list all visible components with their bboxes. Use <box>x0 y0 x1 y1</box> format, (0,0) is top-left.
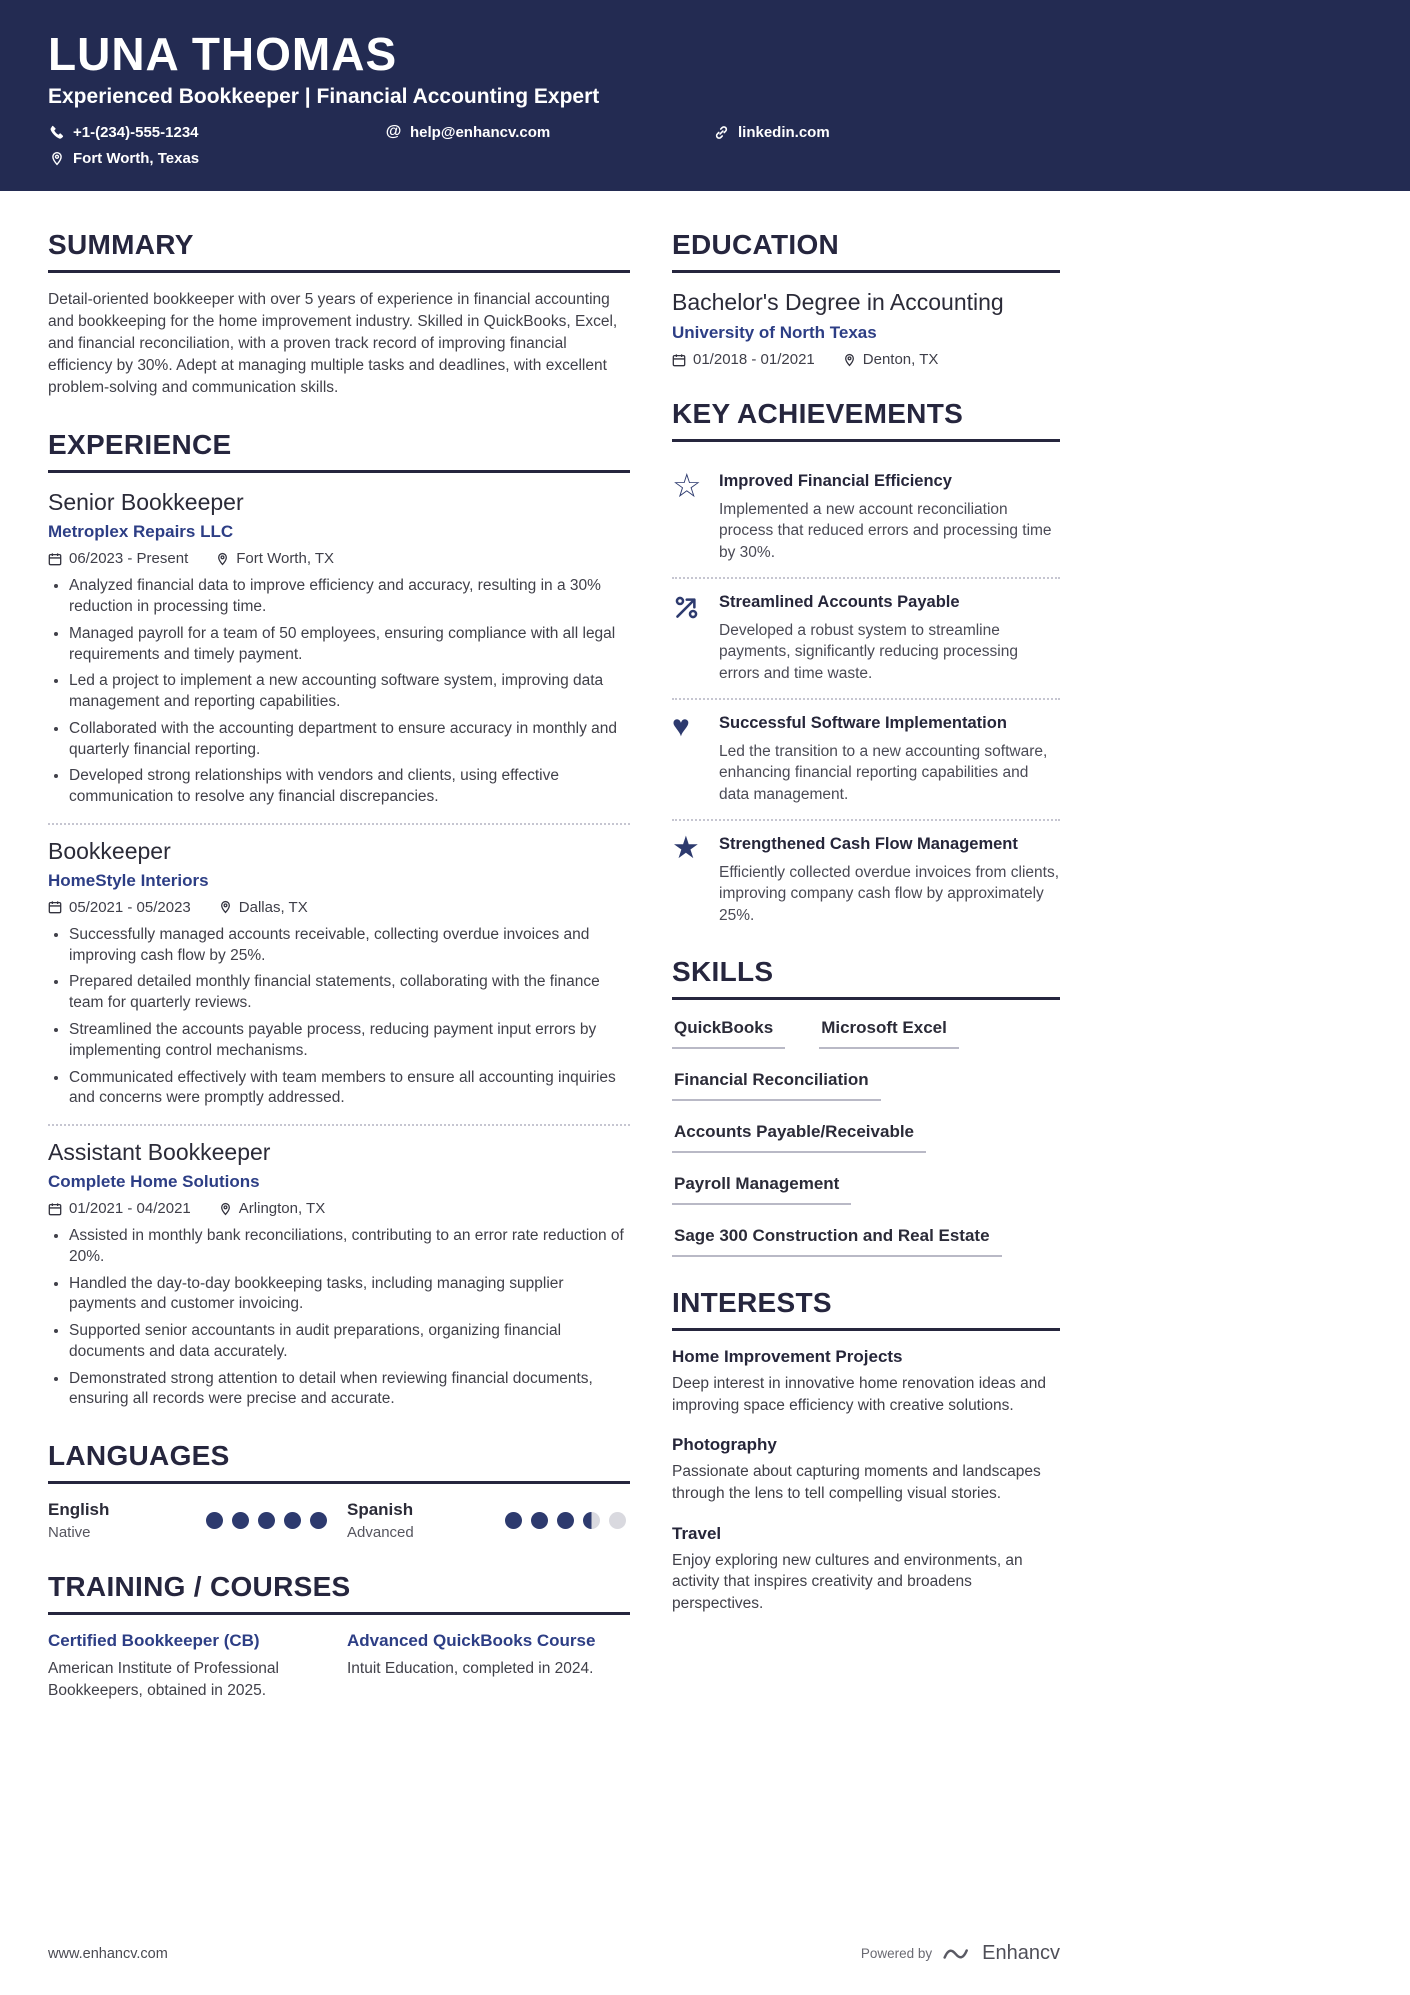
level-dot <box>232 1512 249 1529</box>
summary-heading: SUMMARY <box>48 229 630 273</box>
language-name: Spanish <box>347 1500 414 1520</box>
contact-row <box>48 123 1362 167</box>
calendar-icon <box>48 1202 62 1216</box>
language-level: Advanced <box>347 1524 414 1542</box>
interest-item <box>672 1347 1060 1416</box>
experience-entry <box>48 489 630 825</box>
job-title: Bookkeeper <box>48 837 171 864</box>
location-pin-icon <box>48 151 65 166</box>
achievement-title: Strengthened Cash Flow Management <box>719 835 1018 854</box>
phone-number: +1-(234)-555-1234 <box>48 123 385 141</box>
footer <box>48 1942 1060 1965</box>
achievement-item <box>672 458 1060 579</box>
experience-list <box>48 489 630 1410</box>
interests-heading: INTERESTS <box>672 1287 1060 1331</box>
achievement-item <box>672 579 1060 700</box>
bullet: • Assisted in monthly bank reconciliations, contributing to an error rate reduction of 20%. <box>69 1226 630 1268</box>
skill-item: Sage 300 Construction and Real Estate <box>672 1226 1002 1257</box>
bullet: • Supported senior accountants in audit preparations, organizing financial documents and data accurately. <box>69 1321 630 1363</box>
bullet: • Streamlined the accounts payable process, reducing payment input errors by implementing control mechanisms. <box>69 1020 630 1062</box>
level-dot <box>531 1512 548 1529</box>
job-title: Assistant Bookkeeper <box>48 1139 271 1166</box>
school-name: University of North Texas <box>672 323 877 343</box>
experience-heading: EXPERIENCE <box>48 429 630 473</box>
professional-title: Experienced Bookkeeper | Financial Accounting Expert <box>48 85 600 109</box>
interest-text: Deep interest in innovative home renovation ideas and improving space efficiency with creative solutions. <box>672 1374 1046 1414</box>
languages-list <box>48 1500 630 1541</box>
phone-icon <box>48 125 65 140</box>
header <box>0 0 1410 191</box>
bullet: • Collaborated with the accounting department to ensure accuracy in monthly and quarterly financial reporting. <box>69 719 630 761</box>
training-section <box>48 1571 630 1701</box>
course-title: Certified Bookkeeper (CB) <box>48 1631 260 1651</box>
location-pin-icon <box>843 353 856 367</box>
languages-section <box>48 1440 630 1541</box>
achievement-title: Improved Financial Efficiency <box>719 472 952 491</box>
star-filled-icon: ★ <box>672 830 700 866</box>
job-bullets <box>48 1226 630 1410</box>
interest-text: Enjoy exploring new cultures and environments, an activity that inspires creativity and broadens perspectives. <box>672 1551 1023 1613</box>
level-dot <box>505 1512 522 1529</box>
achievement-item <box>672 821 1060 926</box>
powered-by-label: Powered by <box>860 1946 933 1961</box>
level-dot <box>310 1512 327 1529</box>
achievements-section <box>672 398 1060 926</box>
skills-section <box>672 956 1060 1257</box>
job-meta <box>48 899 630 916</box>
brand-name[interactable]: Enhancv <box>982 1942 1060 1964</box>
bullet: • Analyzed financial data to improve efficiency and accuracy, resulting in a 30% reduction in processing time. <box>69 576 630 618</box>
summary-text: Detail-oriented bookkeeper with over 5 years of experience in financial accounting and bookkeeping for the home improvement industry. Skilled in QuickBooks, Excel, and financial reconciliation, with a proven track record of improving financial efficiency by 30%. Adept at managing multiple tasks and deadlines, with excellent problem-solving and communication skills. <box>48 291 618 397</box>
course-item <box>48 1631 331 1701</box>
course-list <box>48 1631 630 1701</box>
job-location: Arlington, TX <box>219 1200 325 1217</box>
calendar-icon <box>48 552 62 566</box>
job-location: Fort Worth, TX <box>216 550 334 567</box>
interest-text: Passionate about capturing moments and landscapes through the lens to tell compelling visual stories. <box>672 1463 1041 1503</box>
achievements-list <box>672 458 1060 926</box>
language-item <box>48 1500 331 1541</box>
heart-icon: ♥ <box>672 710 690 744</box>
course-title: Advanced QuickBooks Course <box>347 1631 596 1651</box>
job-bullets <box>48 576 630 808</box>
location-pin-icon <box>216 552 229 566</box>
location: Fort Worth, Texas <box>48 150 385 167</box>
bullet: • Successfully managed accounts receivable, collecting overdue invoices and improving cash flow by 25%. <box>69 925 630 967</box>
language-item <box>347 1500 630 1541</box>
job-dates: 01/2021 - 04/2021 <box>48 1200 191 1217</box>
percent-arrows-icon <box>672 593 719 684</box>
job-dates: 06/2023 - Present <box>48 550 188 567</box>
interest-title: Travel <box>672 1523 722 1543</box>
bullet: • Developed strong relationships with vendors and clients, using effective communication to resolve any financial discrepancies. <box>69 766 630 808</box>
level-dot <box>284 1512 301 1529</box>
link-icon <box>713 125 730 140</box>
bullet: • Prepared detailed monthly financial statements, collaborating with the finance team for quarterly reviews. <box>69 972 630 1014</box>
level-dot <box>583 1512 600 1529</box>
profile-link[interactable]: linkedin.com <box>713 123 1362 141</box>
achievement-title: Streamlined Accounts Payable <box>719 593 960 612</box>
training-heading: TRAINING / COURSES <box>48 1571 630 1615</box>
skills-list <box>672 1016 1060 1257</box>
level-dots <box>505 1512 626 1529</box>
education-dates: 01/2018 - 01/2021 <box>672 351 815 368</box>
job-title: Senior Bookkeeper <box>48 489 244 516</box>
company-name: HomeStyle Interiors <box>48 870 209 890</box>
summary-section <box>48 229 630 399</box>
skill-item: QuickBooks <box>672 1018 785 1049</box>
left-column <box>48 229 630 1731</box>
bullet: • Handled the day-to-day bookkeeping tasks, including managing supplier payments and customer invoicing. <box>69 1274 630 1316</box>
skill-item: Microsoft Excel <box>819 1018 959 1049</box>
language-name: English <box>48 1500 110 1520</box>
interest-title: Photography <box>672 1435 777 1455</box>
achievement-text: Led the transition to a new accounting software, enhancing financial reporting capabilities and data management. <box>719 742 1048 803</box>
course-description: Intuit Education, completed in 2024. <box>347 1660 594 1678</box>
interest-item <box>672 1435 1060 1504</box>
level-dot <box>557 1512 574 1529</box>
language-level: Native <box>48 1524 91 1542</box>
education-location: Denton, TX <box>843 351 939 368</box>
achievement-title: Successful Software Implementation <box>719 714 1007 733</box>
job-meta <box>48 550 630 567</box>
person-name: LUNA THOMAS <box>48 28 398 80</box>
email-address[interactable]: @ help@enhancv.com <box>385 123 551 141</box>
education-meta <box>672 351 1060 368</box>
bullet: • Managed payroll for a team of 50 employees, ensuring compliance with all legal requirements and timely payment. <box>69 624 630 666</box>
powered-by <box>861 1942 1060 1965</box>
enhancv-logo-icon <box>942 1945 972 1963</box>
skills-heading: SKILLS <box>672 956 1060 1000</box>
experience-section <box>48 429 630 1410</box>
right-column <box>672 229 1060 1731</box>
degree: Bachelor's Degree in Accounting <box>672 289 1004 316</box>
location-pin-icon <box>219 1202 232 1216</box>
calendar-icon <box>672 353 686 367</box>
level-dot <box>206 1512 223 1529</box>
achievements-heading: KEY ACHIEVEMENTS <box>672 398 1060 442</box>
company-name: Complete Home Solutions <box>48 1172 260 1192</box>
bullet: • Communicated effectively with team members to ensure all accounting inquiries and concerns were promptly addressed. <box>69 1068 630 1110</box>
experience-entry <box>48 838 630 1126</box>
footer-website[interactable]: www.enhancv.com <box>48 1945 168 1962</box>
experience-entry <box>48 1139 630 1410</box>
job-meta <box>48 1200 630 1217</box>
achievement-text: Implemented a new account reconciliation process that reduced errors and processing time by 30%. <box>719 501 1052 561</box>
interest-item <box>672 1524 1060 1615</box>
bullet: • Demonstrated strong attention to detail when reviewing financial documents, ensuring all records were precise and accurate. <box>69 1369 630 1411</box>
calendar-icon <box>48 900 62 914</box>
bullet: • Led a project to implement a new accounting software system, improving data management and reporting capabilities. <box>69 671 630 713</box>
course-description: American Institute of Professional Bookkeepers, obtained in 2025. <box>48 1660 279 1699</box>
skill-item: Payroll Management <box>672 1174 851 1205</box>
languages-heading: LANGUAGES <box>48 1440 630 1484</box>
level-dot <box>609 1512 626 1529</box>
interest-title: Home Improvement Projects <box>672 1346 903 1366</box>
skill-item: Accounts Payable/Receivable <box>672 1122 926 1153</box>
level-dots <box>206 1512 327 1529</box>
job-bullets <box>48 925 630 1109</box>
location-pin-icon <box>219 900 232 914</box>
education-section <box>672 229 1060 368</box>
interests-section <box>672 1287 1060 1615</box>
achievement-text: Developed a robust system to streamline payments, significantly reducing processing errors and time waste. <box>719 622 1018 682</box>
job-dates: 05/2021 - 05/2023 <box>48 899 191 916</box>
level-dot <box>258 1512 275 1529</box>
achievement-text: Efficiently collected overdue invoices from clients, improving company cash flow by approximately 25%. <box>719 863 1060 924</box>
interests-list <box>672 1347 1060 1615</box>
company-name: Metroplex Repairs LLC <box>48 522 234 542</box>
job-location: Dallas, TX <box>219 899 308 916</box>
content <box>0 191 1410 1851</box>
education-heading: EDUCATION <box>672 229 1060 273</box>
star-outline-icon: ☆ <box>672 467 702 505</box>
achievement-item <box>672 700 1060 821</box>
course-item <box>347 1631 630 1701</box>
skill-item: Financial Reconciliation <box>672 1070 881 1101</box>
at-icon: @ <box>385 123 402 141</box>
